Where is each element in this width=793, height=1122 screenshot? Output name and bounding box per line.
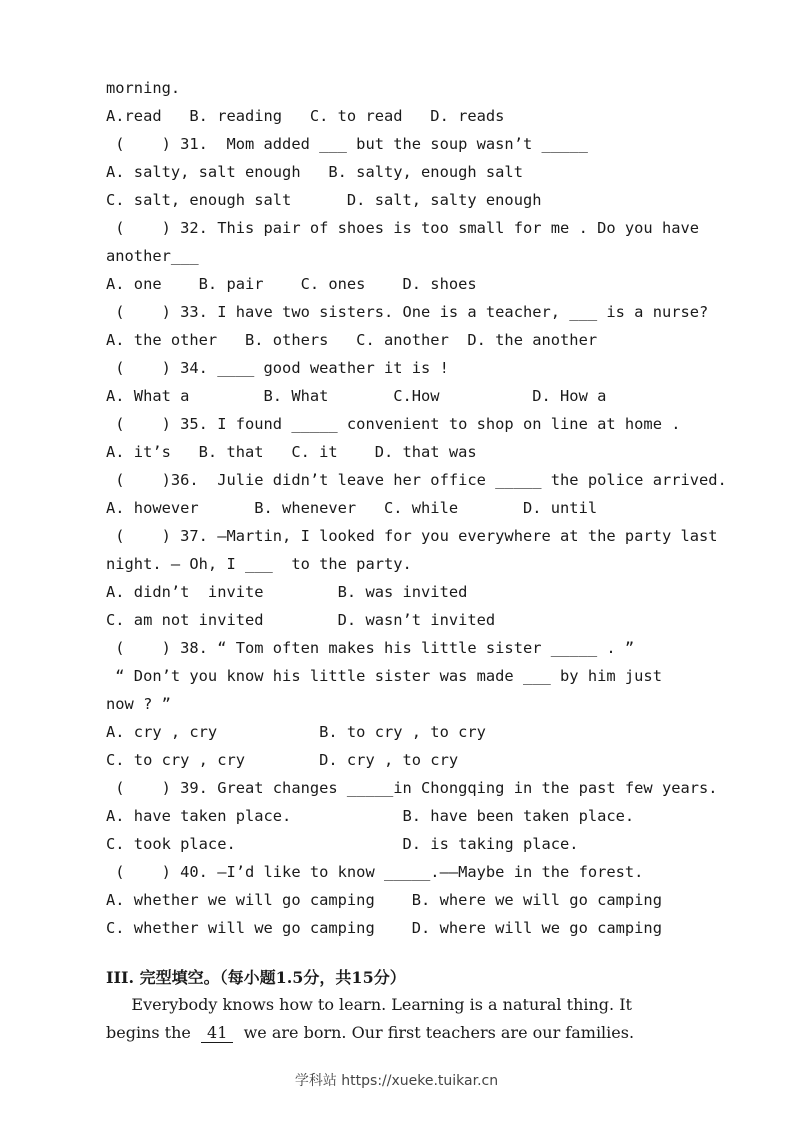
text-line: morning. bbox=[106, 79, 181, 97]
text-line: ( ) 31. Mom added ___ but the soup wasn’t _____ bbox=[106, 135, 588, 153]
passage-text: we are born. Our first teachers are our families. bbox=[233, 1023, 635, 1042]
text-line: C. salt, enough salt D. salt, salty enough bbox=[106, 191, 542, 209]
text-line: ( ) 40. —I’d like to know _____.——Maybe in the forest. bbox=[106, 863, 644, 881]
text-line: ( ) 33. I have two sisters. One is a teacher, ___ is a nurse? bbox=[106, 303, 709, 321]
text-line: A. however B. whenever C. while D. until bbox=[106, 499, 598, 517]
text-line: ( ) 38. “ Tom often makes his little sister _____ . ” bbox=[106, 639, 635, 657]
text-line: A. didn’t invite B. was invited bbox=[106, 583, 468, 601]
text-line: A.read B. reading C. to read D. reads bbox=[106, 107, 505, 125]
text-line: ( ) 35. I found _____ convenient to shop on line at home . bbox=[106, 415, 681, 433]
text-line: ( ) 32. This pair of shoes is too small for me . Do you have bbox=[106, 219, 700, 237]
passage-line-2 bbox=[106, 1023, 634, 1043]
text-line: A. whether we will go camping B. where we will go camping bbox=[106, 891, 662, 909]
text-line: C. took place. D. is taking place. bbox=[106, 835, 579, 853]
text-line: C. to cry , cry D. cry , to cry bbox=[106, 751, 459, 769]
text-line: C. whether will we go camping D. where will we go camping bbox=[106, 919, 662, 937]
blank-41: 41 bbox=[201, 1023, 233, 1043]
text-line: ( ) 39. Great changes _____in Chongqing in the past few years. bbox=[106, 779, 718, 797]
passage-text: begins the bbox=[106, 1023, 202, 1042]
footer-watermark: 学科站 https://xueke.tuikar.cn bbox=[294, 1073, 499, 1089]
text-line: A. it’s B. that C. it D. that was bbox=[106, 443, 477, 461]
text-line: ( )36. Julie didn’t leave her office _____ the police arrived. bbox=[106, 471, 727, 489]
text-line: another___ bbox=[106, 247, 199, 265]
text-line: ( ) 34. ____ good weather it is ! bbox=[106, 359, 449, 377]
text-line: now ? ” bbox=[106, 695, 171, 713]
text-line: A. one B. pair C. ones D. shoes bbox=[106, 275, 477, 293]
text-line: A. What a B. What C.How D. How a bbox=[106, 387, 607, 405]
text-line: A. cry , cry B. to cry , to cry bbox=[106, 723, 486, 741]
text-line: A. salty, salt enough B. salty, enough salt bbox=[106, 163, 523, 181]
text-line: “ Don’t you know his little sister was made ___ by him just bbox=[106, 667, 662, 685]
text-line: A. the other B. others C. another D. the another bbox=[106, 331, 598, 349]
text-line: night. — Oh, I ___ to the party. bbox=[106, 555, 412, 573]
text-line: A. have taken place. B. have been taken place. bbox=[106, 807, 635, 825]
passage-line-1: Everybody knows how to learn. Learning is a natural thing. It bbox=[106, 995, 632, 1014]
text-line: ( ) 37. —Martin, I looked for you everywhere at the party last bbox=[106, 527, 718, 545]
section-title: III. 完型填空。（每小题1.5分，共15分） bbox=[106, 968, 406, 987]
text-line: C. am not invited D. wasn’t invited bbox=[106, 611, 496, 629]
